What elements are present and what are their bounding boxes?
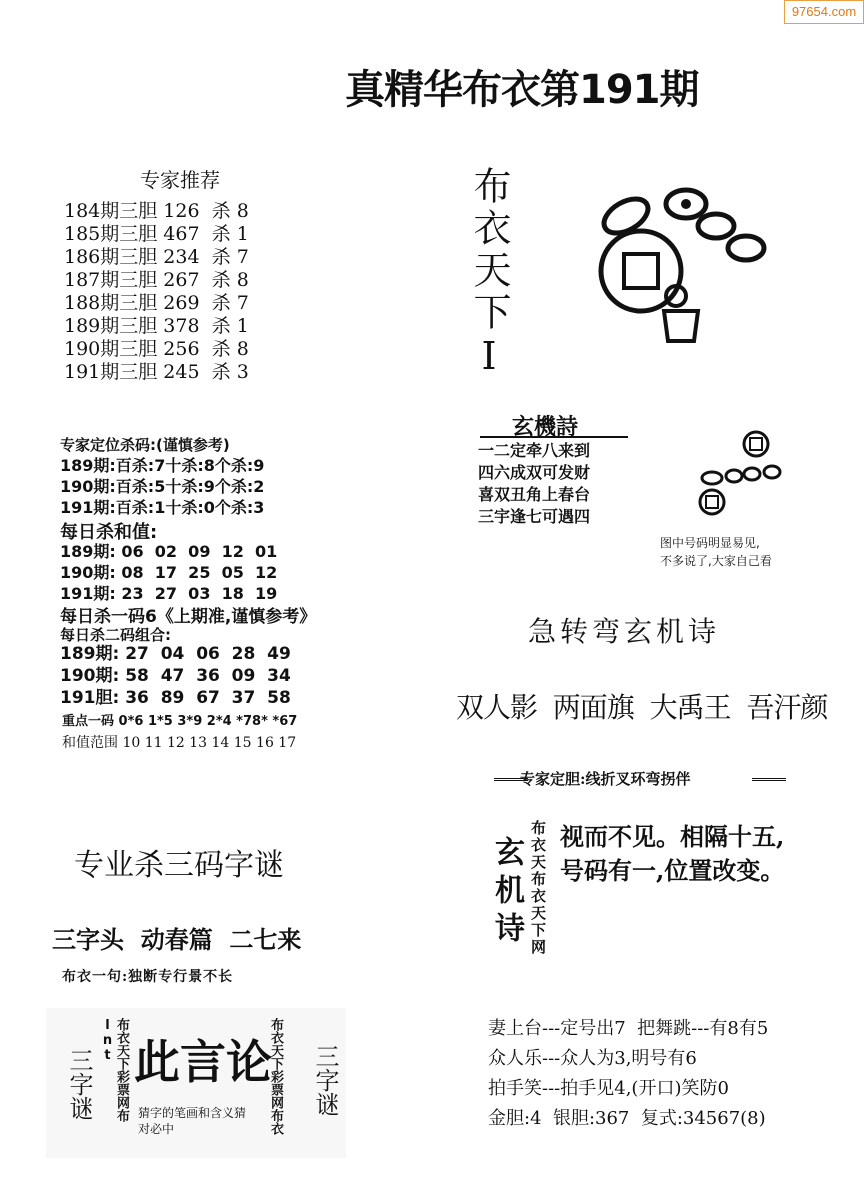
riddle-big-text: 此言论 — [134, 1035, 272, 1089]
riddle-hint-2: 对必中 — [138, 1122, 175, 1136]
list-item: 191胆: 36 89 67 37 58 — [60, 688, 291, 708]
riddle-title: 专业杀三码字谜 — [74, 848, 284, 883]
list-item: 190期三胆 256 杀 8 — [64, 338, 249, 360]
list-item: 190期:百杀:5十杀:9个杀:2 — [60, 477, 265, 496]
riddle-box — [46, 1008, 346, 1158]
expert-dan: 专家定胆:线折叉环弯拐伴 — [520, 770, 691, 788]
riddle-line: 三字头 动春篇 二七来 — [52, 926, 302, 954]
riddle-hint: 猜字的笔画和含义猜 — [138, 1106, 247, 1120]
xuanji-note — [660, 534, 772, 570]
list-item: 187期三胆 267 杀 8 — [64, 269, 249, 291]
note-line: 图中号码明显易见, — [660, 536, 760, 550]
xuanji-lines — [478, 440, 590, 528]
list-item: 190期: 08 17 25 05 12 — [60, 563, 278, 582]
kill-two-heading: 每日杀二码组合: — [60, 626, 171, 644]
list-item: 一二定牵八来到 — [478, 441, 591, 460]
list-item: 188期三胆 269 杀 7 — [64, 292, 249, 314]
riddle-left-label: 三字谜 — [65, 1048, 93, 1120]
list-item: 191期三胆 245 杀 3 — [64, 361, 249, 383]
list-item: 184期三胆 126 杀 8 — [64, 200, 249, 222]
key-code: 重点一码 0*6 1*5 3*9 2*4 *78* *67 — [62, 714, 298, 729]
xuanji-heading: 玄機詩 — [512, 414, 579, 440]
riddle-vert-right: 布衣天下彩票网布衣 — [268, 1018, 283, 1135]
list-item: 189期:百杀:7十杀:8个杀:9 — [60, 456, 265, 475]
position-kill-list — [60, 455, 264, 518]
coins-small-drawing — [684, 428, 794, 518]
list-item: 众人乐---众人为3,明号有6 — [488, 1048, 697, 1069]
list-item: 金胆:4 银胆:367 复式:34567(8) — [488, 1108, 766, 1129]
list-item: 191期:百杀:1十杀:0个杀:3 — [60, 498, 265, 517]
riddle-vert-left: 布衣天下彩票网布lnt — [100, 1018, 129, 1122]
list-item: 185期三胆 467 杀 1 — [64, 223, 249, 245]
divider — [480, 436, 628, 438]
list-item: 三宇逢七可遇四 — [478, 507, 591, 526]
xuanji2-vert: 布衣天布衣天下网 — [529, 820, 547, 956]
text-line: 视而不见。相隔十五, — [560, 822, 785, 851]
sum-kill-list — [60, 541, 277, 604]
list-item: 186期三胆 234 杀 7 — [64, 246, 249, 268]
sum-kill-heading: 每日杀和值: — [60, 522, 158, 543]
note-line: 不多说了,大家自己看 — [660, 554, 772, 568]
watermark: 97654.com — [784, 0, 864, 24]
xuanji2-label: 玄机诗 — [489, 836, 524, 950]
buyi-saying: 布衣一句:独断专行景不长 — [62, 969, 234, 985]
list-item: 妻上台---定号出7 把舞跳---有8有5 — [488, 1018, 769, 1039]
list-item: 喜双丑角上春台 — [478, 485, 591, 504]
list-item: 189期: 06 02 09 12 01 — [60, 542, 278, 561]
position-kill-heading: 专家定位杀码:(谨慎参考) — [60, 436, 230, 454]
bottom-list — [488, 1014, 768, 1134]
expert-heading: 专家推荐 — [140, 168, 220, 192]
coins-drawing — [576, 176, 776, 346]
sum-range: 和值范围 10 11 12 13 14 15 16 17 — [62, 735, 297, 751]
jizhuan-title: 急转弯玄机诗 — [528, 615, 721, 648]
kill-one: 每日杀一码6《上期准,谨慎参考》 — [60, 607, 317, 627]
buyi-tianxia: 布衣天下I — [467, 166, 511, 382]
jizhuan-line: 双人影 两面旗 大禹王 吾汗颜 — [456, 691, 828, 724]
expert-list — [64, 200, 249, 384]
divider — [752, 778, 786, 781]
list-item: 190期: 58 47 36 09 34 — [60, 666, 291, 686]
list-item: 189期三胆 378 杀 1 — [64, 315, 249, 337]
xuanji2-text — [560, 820, 784, 888]
list-item: 189期: 27 04 06 28 49 — [60, 644, 291, 664]
kill-two-list — [60, 643, 291, 709]
text-line: 号码有一,位置改变。 — [560, 856, 785, 885]
list-item: 四六成双可发财 — [478, 463, 591, 482]
riddle-right-label: 三字谜 — [311, 1044, 339, 1116]
list-item: 拍手笑---拍手见4,(开口)笑防0 — [488, 1078, 729, 1099]
page-title: 真精华布衣第191期 — [345, 67, 699, 113]
list-item: 191期: 23 27 03 18 19 — [60, 584, 278, 603]
